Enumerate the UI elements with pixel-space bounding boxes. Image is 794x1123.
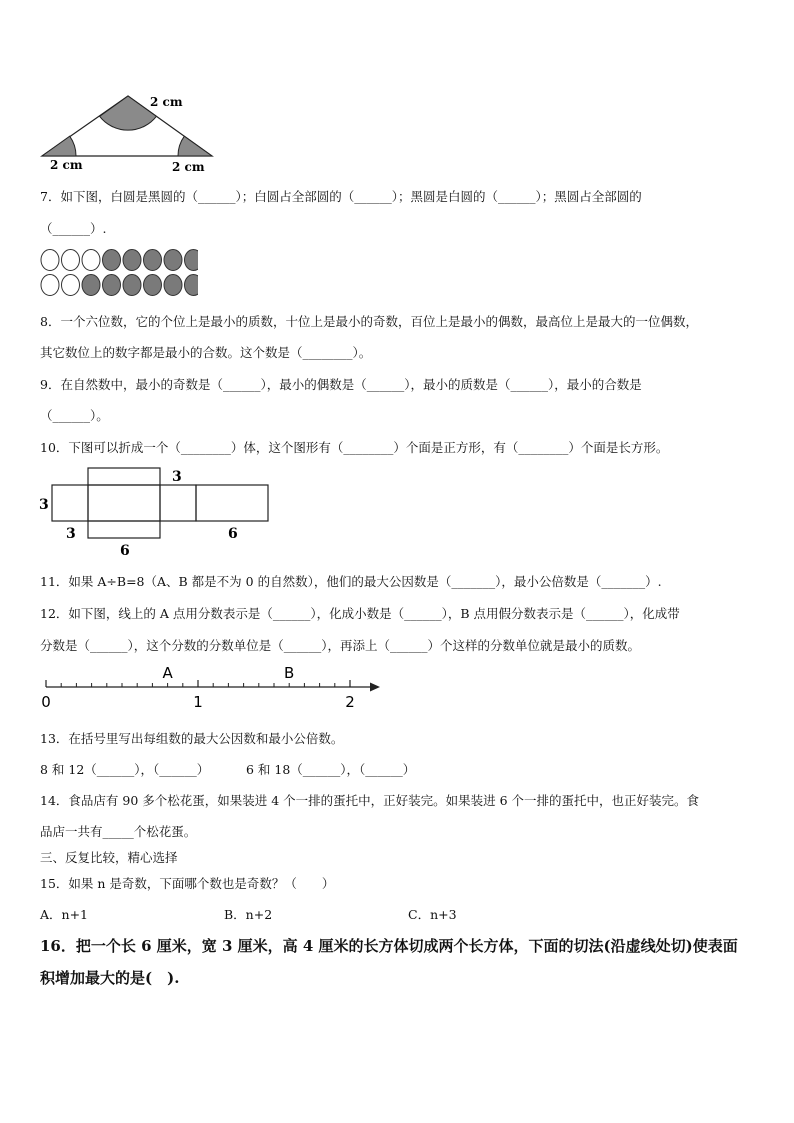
q12-line1: 12．如下图，线上的 A 点用分数表示是（______），化成小数是（______），B 点用假分数表示是（______），化成带 [40,606,680,621]
number-line-label-a: A [162,664,173,682]
white-circle [62,250,80,271]
q10-line1: 10．下图可以折成一个（________）体，这个图形有（________）个面是正方形，有（________）个面是长方形。 [40,440,669,455]
sector-left [42,136,76,156]
net-face-bottom [88,521,160,538]
black-circle [103,275,121,296]
number-line-tick-0: 0 [41,693,51,711]
q13-line1: 13．在括号里写出每组数的最大公因数和最小公倍数。 [40,731,344,746]
white-circle [62,275,80,296]
black-circle [123,250,141,271]
net-label-bottom-mid: 6 [120,543,130,558]
net-face-left [52,485,88,521]
circles-figure [38,248,198,298]
q9-line2: （______）。 [40,408,109,423]
number-line-tick-2: 2 [345,693,355,711]
number-line-tick-1: 1 [193,693,203,711]
q14-line1: 14．食品店有 90 多个松花蛋，如果装进 4 个一排的蛋托中，正好装完。如果装进 6 个一排的蛋托中，也正好装完。食 [40,793,700,808]
q14-line2: 品店一共有_____个松花蛋。 [40,824,197,839]
net-label-top: 3 [172,469,182,485]
q7-line1: 7．如下图，白圆是黑圆的（______）；白圆占全部圆的（______）；黑圆是白圆的（______）；黑圆占全部圆的 [40,189,642,204]
number-line-label-b: B [284,664,295,682]
black-circle [164,250,182,271]
q11-line1: 11．如果 A÷B=8（A、B 都是不为 0 的自然数），他们的最大公因数是（_______），最小公倍数是（_______）. [40,574,662,589]
q9-line1: 9．在自然数中，最小的奇数是（______），最小的偶数是（______），最小的质数是（______），最小的合数是 [40,377,642,392]
q8-line1: 8．一个六位数，它的个位上是最小的质数，十位上是最小的奇数，百位上是最小的偶数，最高位上是最大的一位偶数， [40,314,698,329]
black-circle [164,275,182,296]
q12-line2: 分数是（______），这个分数的分数单位是（______），再添上（______）个这样的分数单位就是最小的质数。 [40,638,641,653]
white-circle [82,250,100,271]
triangle-label-right: 2 cm [172,160,205,174]
net-face-right [160,485,196,521]
net-figure [36,466,276,558]
number-line [36,660,386,712]
net-label-left: 3 [39,497,49,513]
q15-option-c: C．n+3 [408,907,457,922]
black-circle [144,250,162,271]
triangle-figure [36,92,226,174]
black-circle [82,275,100,296]
sector-top [100,96,157,130]
white-circle [41,250,59,271]
q13-line2b: 6 和 18（______），（______） [246,762,416,777]
q15-option-a: A．n+1 [40,907,89,922]
q7-line2: （______）. [40,221,107,236]
black-circle [185,250,199,271]
net-face-back [196,485,268,521]
triangle-label-left: 2 cm [50,158,83,172]
q8-line2: 其它数位上的数字都是最小的合数。这个数是（________）。 [40,345,372,360]
net-label-bottom-right: 6 [228,526,238,542]
q13-line2a: 8 和 12（______），（______） [40,762,210,777]
net-label-bottom-left: 3 [66,526,76,542]
q15-line1: 15．如果 n 是奇数，下面哪个数也是奇数？（ ） [40,876,335,891]
white-circle [41,275,59,296]
black-circle [185,275,199,296]
q15-option-b: B．n+2 [224,907,273,922]
q16-line2: 积增加最大的是( ). [40,969,180,987]
section3-title: 三、反复比较，精心选择 [40,850,178,865]
net-face-top [88,468,160,485]
triangle-label-top: 2 cm [150,95,183,109]
number-line-arrow [370,683,380,692]
black-circle [103,250,121,271]
net-face-front [88,485,160,521]
sector-right [178,136,212,156]
q16-line1: 16．把一个长 6 厘米，宽 3 厘米，高 4 厘米的长方体切成两个长方体，下面的切法(沿虚线处切)使表面 [40,937,738,955]
black-circle [144,275,162,296]
black-circle [123,275,141,296]
